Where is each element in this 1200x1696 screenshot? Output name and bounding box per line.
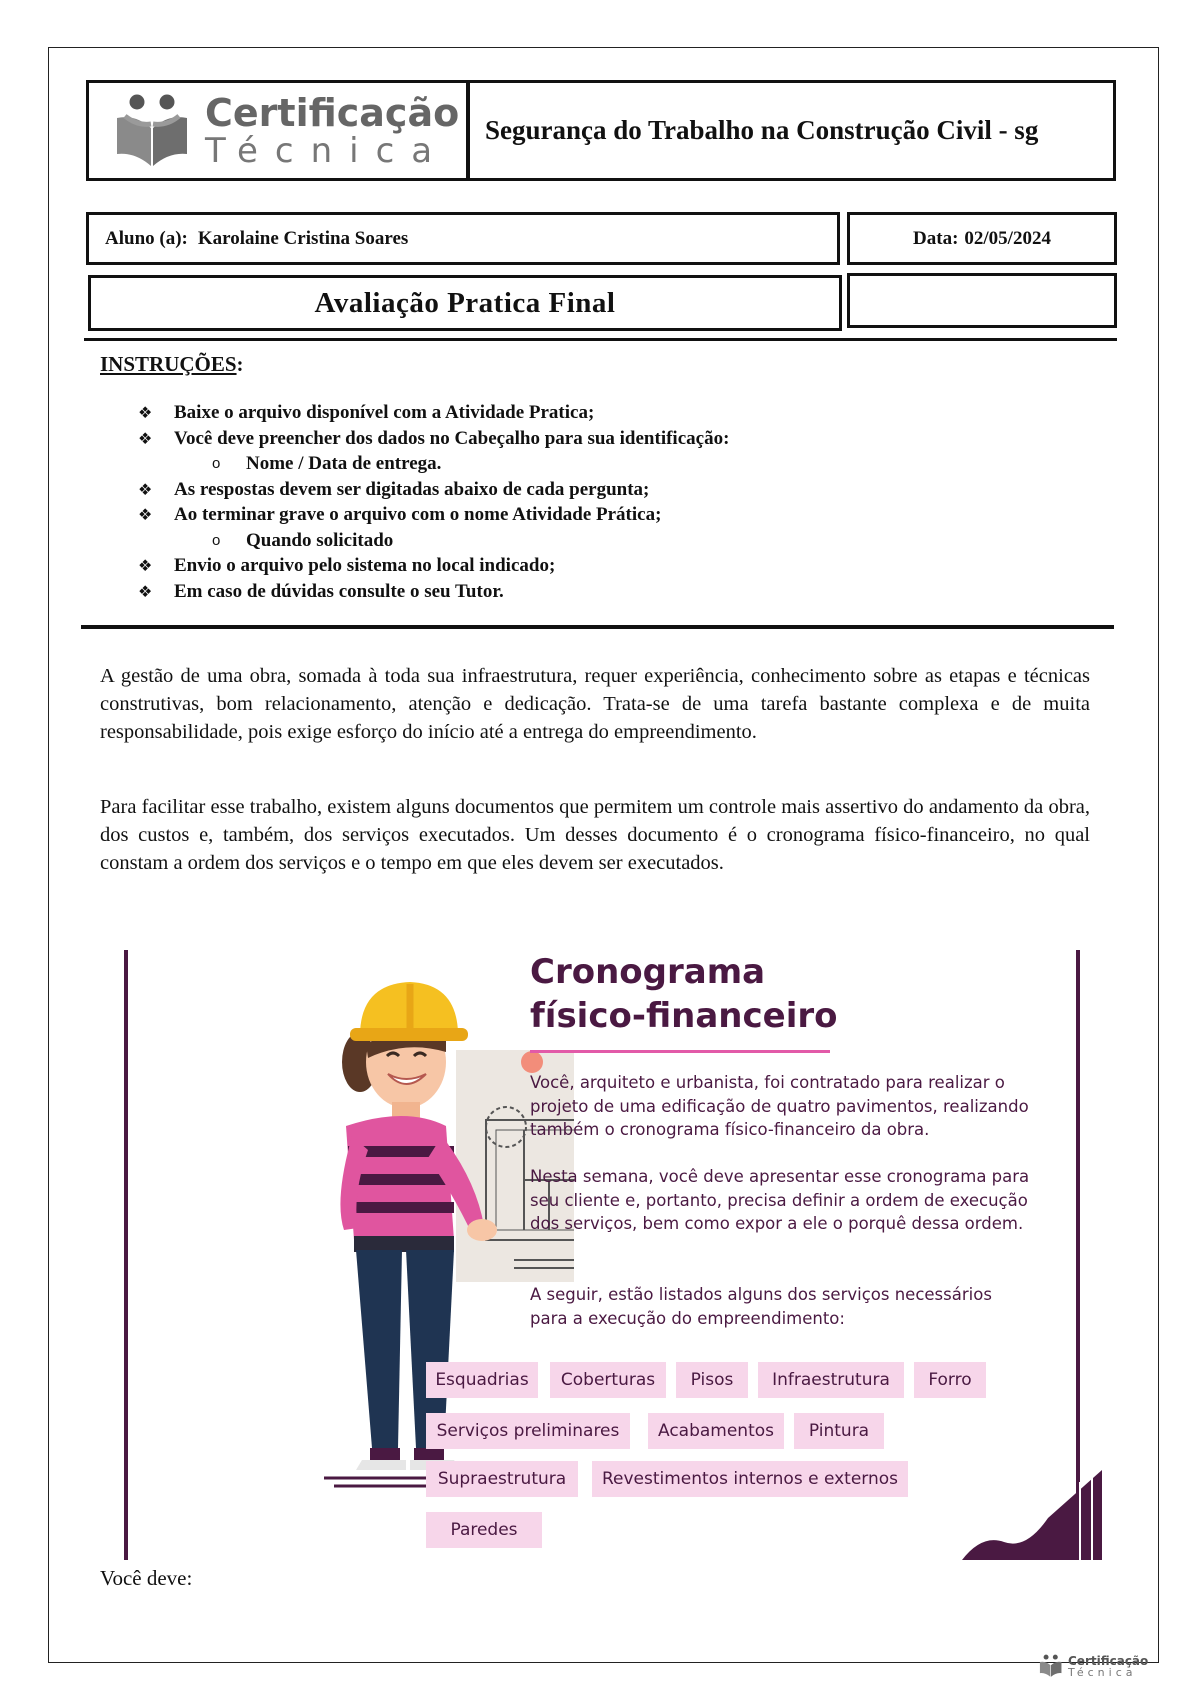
circle-bullet-icon: o	[212, 455, 221, 472]
list-item	[138, 426, 729, 452]
list-item-text: As respostas devem ser digitadas abaixo de cada pergunta;	[174, 478, 650, 500]
diamond-bullet-icon: ❖	[138, 428, 153, 448]
list-item-text: Quando solicitado	[246, 529, 394, 551]
date-label: Data:	[913, 227, 959, 249]
service-tag: Forro	[914, 1362, 986, 1398]
footer-logo	[1038, 1654, 1148, 1678]
student-name: Karolaine Cristina Soares	[197, 227, 409, 249]
infographic-title	[530, 950, 838, 1038]
list-item	[138, 451, 729, 477]
service-tag: Serviços preliminares	[426, 1413, 630, 1449]
list-item-text: Baixe o arquivo disponível com a Atividade Pratica;	[174, 402, 595, 423]
grade-box	[847, 273, 1117, 328]
diamond-bullet-icon: ❖	[138, 505, 153, 524]
list-item-text: Envio o arquivo pelo sistema no local indicado;	[174, 555, 556, 576]
list-item-text: Ao terminar grave o arquivo com o nome Atividade Prática;	[174, 504, 662, 525]
footer-logo-line2: Técnica	[1068, 1665, 1137, 1679]
certificacao-logo-icon	[1038, 1654, 1064, 1678]
diamond-bullet-icon: ❖	[138, 403, 153, 422]
closing-text: Você deve:	[100, 1566, 193, 1590]
instructions-heading-text: INSTRUÇÕES	[100, 352, 237, 376]
logo-wordmark	[205, 90, 460, 171]
service-tag: Revestimentos internos e externos	[592, 1461, 908, 1497]
service-tag: Acabamentos	[648, 1413, 784, 1449]
student-label: Aluno (a):	[105, 227, 188, 249]
course-title: Segurança do Trabalho na Construção Civil - sg	[466, 80, 1116, 181]
list-item	[138, 579, 729, 605]
service-tag: Pintura	[794, 1413, 884, 1449]
infographic-text-2: Nesta semana, você deve apresentar esse cronograma para seu cliente e, portanto, precisa definir a ordem de execução dos serviços, bem como expor a ele o porquê dessa ordem.	[530, 1167, 1030, 1233]
infographic	[124, 950, 1112, 1560]
divider	[81, 625, 1114, 629]
service-tag: Pisos	[676, 1362, 748, 1398]
logo-line2: Técnica	[205, 130, 450, 171]
list-item	[138, 553, 729, 579]
list-item-text: Nome / Data de entrega.	[246, 453, 442, 474]
instructions-list	[138, 400, 729, 604]
construction-worker-illustration-icon	[184, 970, 574, 1490]
list-item-text: Você deve preencher dos dados no Cabeçalho para sua identificação:	[174, 427, 730, 449]
paragraph-2: Para facilitar esse trabalho, existem alguns documentos que permitem um controle mais assertivo do andamento da obra, dos custos e, também, dos serviços executados. Um desses documento é o cronograma físico-financeiro, no qual constam a ordem dos serviços e o tempo em que eles devem ser executados.	[100, 796, 1090, 874]
corner-decoration-icon	[962, 1460, 1102, 1560]
divider	[84, 338, 1117, 341]
infographic-title-rule	[530, 1050, 830, 1053]
instructions-heading-colon: :	[236, 352, 244, 376]
service-tag: Coberturas	[550, 1362, 666, 1398]
footer-logo-line1: Certificação	[1068, 1653, 1149, 1668]
diamond-bullet-icon: ❖	[138, 581, 153, 601]
date-value: 02/05/2024	[964, 227, 1051, 249]
circle-bullet-icon: o	[212, 531, 221, 549]
infographic-title-line1: Cronograma	[530, 952, 766, 992]
evaluation-title: Avaliação Pratica Final	[88, 275, 842, 331]
list-item-text: Em caso de dúvidas consulte o seu Tutor.	[174, 580, 504, 602]
infographic-title-line2: físico-financeiro	[530, 996, 838, 1036]
infographic-text-1: Você, arquiteto e urbanista, foi contratado para realizar o projeto de uma edificação de quatro pavimentos, realizando também o cronograma físico-financeiro da obra.	[530, 1073, 1029, 1139]
diamond-bullet-icon: ❖	[138, 556, 153, 575]
logo-line1: Certificação	[205, 90, 460, 135]
certificacao-logo-icon	[113, 92, 193, 170]
infographic-right-rule	[1076, 950, 1080, 1540]
paragraph-1: A gestão de uma obra, somada à toda sua infraestrutura, requer experiência, conhecimento sobre as etapas e técnicas construtivas, bom relacionamento, atenção e dedicação. Trata-se de uma tarefa bastante complexa e de muita responsabilidade, pois exige esforço do início até a entrega do empreendimento.	[100, 665, 1090, 743]
service-tag: Paredes	[426, 1512, 542, 1548]
list-item	[138, 502, 729, 528]
header-logo-box	[86, 80, 470, 181]
instructions-heading	[100, 352, 244, 377]
date-field[interactable]	[847, 212, 1117, 265]
diamond-bullet-icon: ❖	[138, 479, 153, 499]
service-tag: Infraestrutura	[758, 1362, 904, 1398]
list-item	[138, 528, 729, 554]
list-item	[138, 477, 729, 503]
infographic-left-rule	[124, 950, 128, 1560]
list-item	[138, 400, 729, 426]
infographic-text-3: A seguir, estão listados alguns dos serviços necessários para a execução do empreendimento:	[530, 1285, 992, 1328]
student-field[interactable]	[86, 212, 840, 265]
service-tag: Esquadrias	[426, 1362, 538, 1398]
service-tag: Supraestrutura	[426, 1461, 578, 1497]
